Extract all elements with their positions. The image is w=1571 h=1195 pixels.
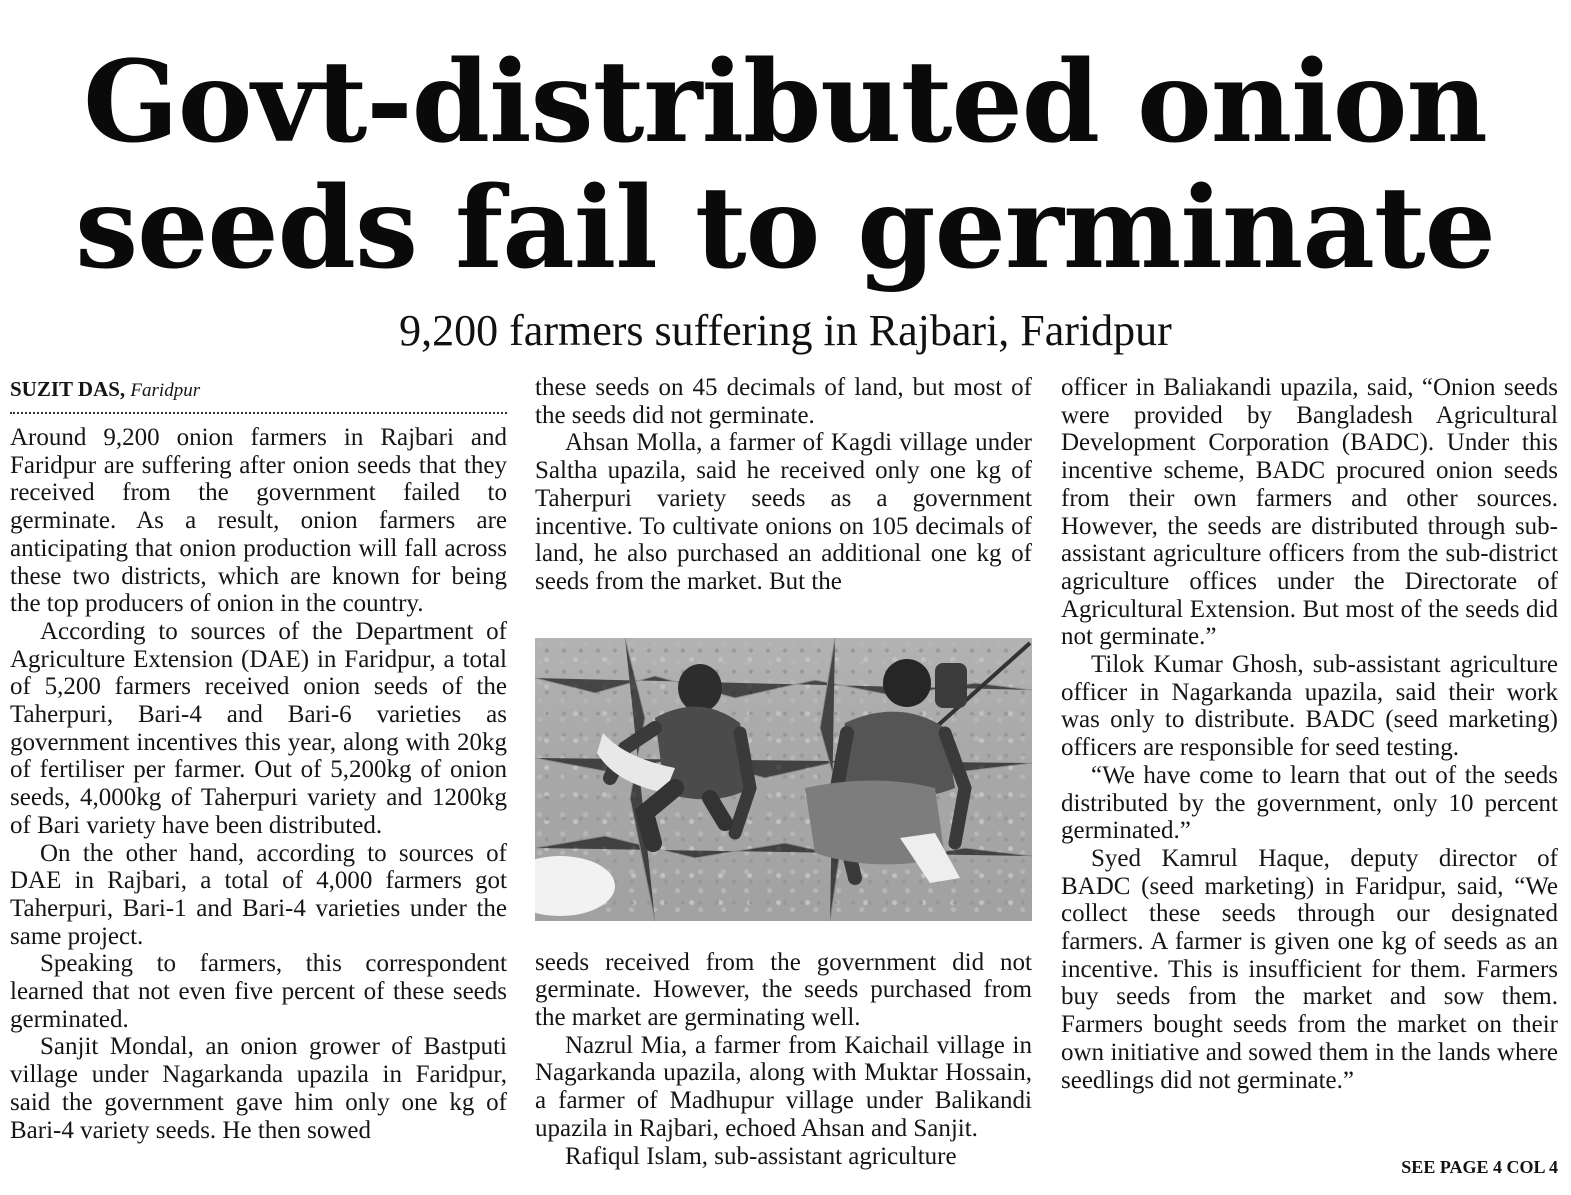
paragraph: Around 9,200 onion farmers in Rajbari and Faridpur are suffering after onion seeds that they received from the government failed to germinate. As a result, onion farmers are anticipating that onion production will fall across these two districts, which are known for being the top producers of onion in the country. [10,424,507,618]
column-3 [1061,374,1558,1094]
paragraph: Sanjit Mondal, an onion grower of Bastputi village under Nagarkanda upazila in Faridpur, said the government gave him only one kg of Bari-4 variety seeds. He then sowed [10,1033,507,1144]
paragraph: Syed Kamrul Haque, deputy director of BADC (seed marketing) in Faridpur, said, “We collect these seeds through our designated farmers. A farmer is given one kg of seeds as an incentive. This is insufficient for them. Farmers buy seeds from the market and sow them. Farmers bought seeds from the market on their own initiative and sowed them in the lands where seedlings did not germinate.” [1061,844,1558,1094]
column-1 [10,374,507,1144]
paragraph: According to sources of the Department of Agriculture Extension (DAE) in Faridpur, a total of 5,200 farmers received onion seeds of the Taherpuri, Bari-4 and Bari-6 varieties as government incentives this year, along with 20kg of fertiliser per farmer. Out of 5,200kg of onion seeds, 4,000kg of Taherpuri variety and 1200kg of Bari variety have been distributed. [10,617,507,839]
byline-divider [10,412,507,414]
byline [10,376,507,404]
paragraph: these seeds on 45 decimals of land, but most of the seeds did not germinate. [535,374,1032,429]
continued-on-page-note: SEE PAGE 4 COL 4 [1401,1157,1558,1177]
paragraph: Ahsan Molla, a farmer of Kagdi village under Saltha upazila, said he received only one kg of Taherpuri variety seeds as a government incentive. To cultivate onions on 105 decimals of land, he also purchased an additional one kg of seeds from the market. But the [535,429,1032,595]
headline-line-2: seeds fail to germinate [75,163,1495,294]
farmers-field-photo [535,638,1032,921]
paragraph: Nazrul Mia, a farmer from Kaichail village in Nagarkanda upazila, along with Muktar Hossain, a farmer of Madhupur village under Balikandi upazila in Rajbari, echoed Ahsan and Sanjit. [535,1031,1032,1142]
headline-line-1: Govt-distributed onion [83,37,1487,168]
paragraph: Rafiqul Islam, sub-assistant agriculture [565,1142,957,1170]
paragraph: seeds received from the government did not germinate. However, the seeds purchased from the market are germinating well. [535,948,1032,1032]
photo-illustration [535,638,1032,921]
paragraph: officer in Baliakandi upazila, said, “Onion seeds were provided by Bangladesh Agricultural Development Corporation (BADC). Under this incentive scheme, BADC procured onion seeds from their own farmers and other sources. However, the seeds are distributed through sub-assistant agriculture officers from the sub-district agriculture offices under the Directorate of Agricultural Extension. But most of the seeds did not germinate.” [1061,374,1558,651]
paragraph: Speaking to farmers, this correspondent learned that not even five percent of these seeds germinated. [10,950,507,1033]
paragraph: Tilok Kumar Ghosh, sub-assistant agriculture officer in Nagarkanda upazila, said their work was only to distribute. BADC (seed marketing) officers are responsible for seed testing. [1061,651,1558,762]
byline-author: SUZIT DAS, [10,377,126,401]
paragraph: On the other hand, according to sources of DAE in Rajbari, a total of 4,000 farmers got Taherpuri, Bari-1 and Bari-4 varieties under the same project. [10,839,507,950]
subheadline: 9,200 farmers suffering in Rajbari, Faridpur [399,306,1172,355]
column-2 [535,374,1032,1170]
byline-place: Faridpur [130,380,201,401]
paragraph: “We have come to learn that out of the seeds distributed by the government, only 10 percent germinated.” [1061,761,1558,845]
headline [40,37,1530,294]
